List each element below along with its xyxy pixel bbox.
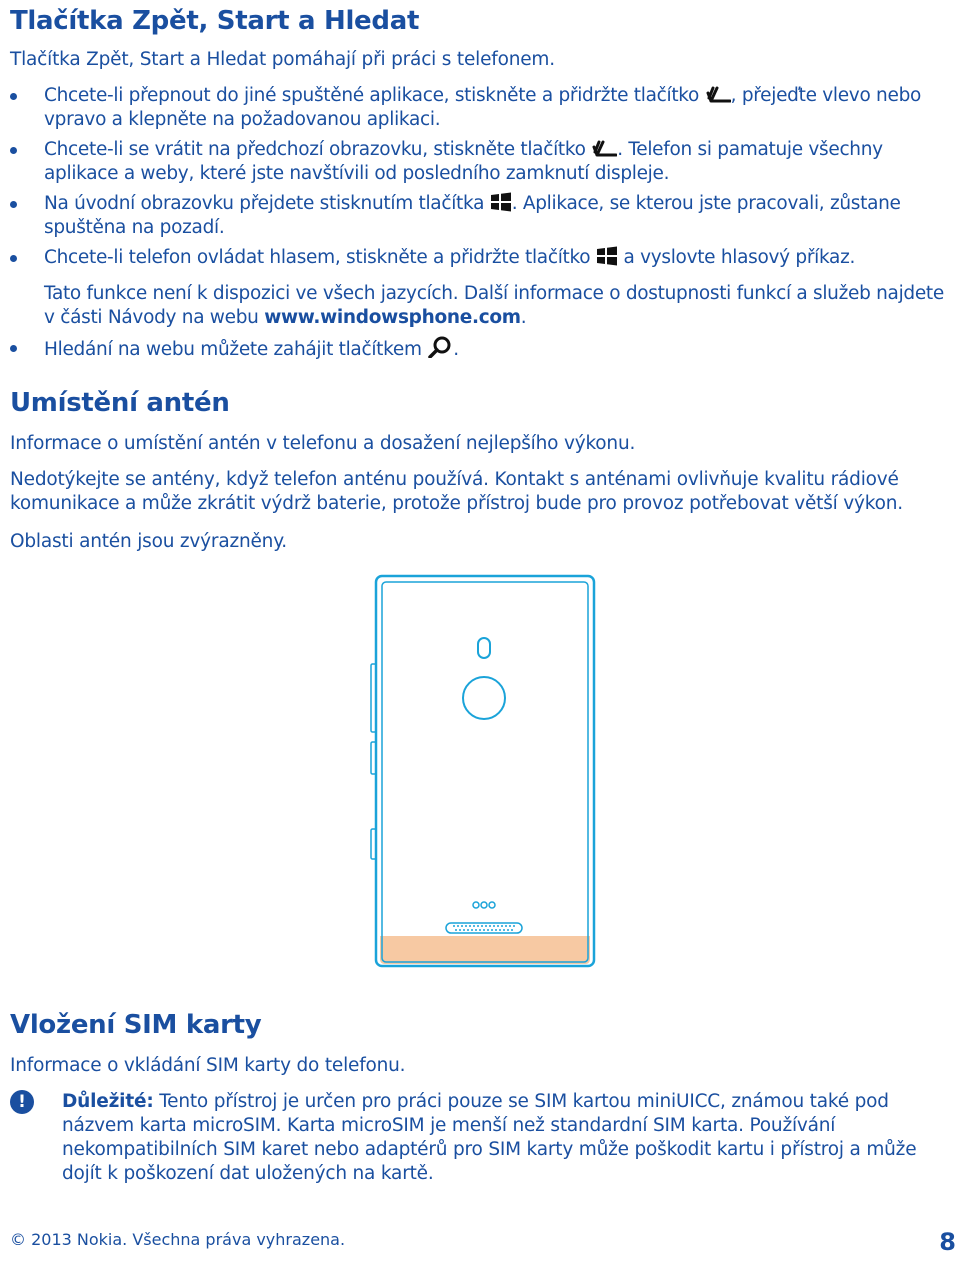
- power-button: [371, 742, 376, 774]
- bullet-dot: [10, 255, 17, 262]
- list-item-continuation: Tato funkce není k dispozici ve všech jazycích. Další informace o dostupnosti funkcí a služeb najdete v části Návody na webu www.windowsphone.com.: [44, 283, 944, 328]
- contact-dot: [473, 902, 479, 908]
- windows-start-icon: [490, 192, 512, 212]
- warning-icon: !: [10, 1090, 34, 1114]
- back-arrow-icon: [591, 138, 617, 158]
- antenna-highlight-note: Oblasti antén jsou zvýrazněny.: [10, 531, 287, 552]
- section-intro-antennas: Informace o umístění antén v telefonu a dosažení nejlepšího výkonu.: [10, 433, 636, 454]
- bullet-list-buttons: [10, 84, 956, 368]
- search-icon: [427, 336, 453, 358]
- windows-start-icon: [596, 246, 618, 266]
- section-title-buttons: Tlačítka Zpět, Start a Hledat: [10, 6, 420, 36]
- camera-flash: [478, 638, 490, 658]
- list-item: Hledání na webu můžete zahájit tlačítkem .: [10, 336, 956, 362]
- antenna-area-highlight: [380, 936, 590, 964]
- list-item: Chcete-li přepnout do jiné spuštěné aplikace, stiskněte a přidržte tlačítko , přejeďte vlevo nebo vpravo a klepněte na požadovanou aplikaci.: [10, 84, 956, 132]
- list-item: Chcete-li se vrátit na předchozí obrazovku, stiskněte tlačítko . Telefon si pamatuje všechny aplikace a weby, které jste navštívili od posledního zamknutí displeje.: [10, 138, 956, 186]
- contact-dot: [481, 902, 487, 908]
- section-intro-sim: Informace o vkládání SIM karty do telefonu.: [10, 1055, 406, 1076]
- bullet-dot: [10, 147, 17, 154]
- camera-lens: [463, 677, 505, 719]
- important-text: Tento přístroj je určen pro práci pouze se SIM kartou miniUICC, známou také pod názvem karta microSIM. Karta microSIM je menší než standardní SIM karta. Používání nekompatibilních SIM karet nebo adaptérů pro SIM karty může poškodit kartu i přístroj a může dojít k poškození dat uložených na kartě.: [62, 1091, 917, 1184]
- bullet-dot: [10, 93, 17, 100]
- important-label: Důležité:: [62, 1091, 154, 1112]
- section-title-sim: Vložení SIM karty: [10, 1010, 262, 1040]
- copyright: © 2013 Nokia. Všechna práva vyhrazena.: [10, 1230, 346, 1249]
- contact-dot: [489, 902, 495, 908]
- list-item: Na úvodní obrazovku přejdete stisknutím tlačítka . Aplikace, se kterou jste pracovali, zůstane spuštěna na pozadí.: [10, 192, 956, 240]
- antenna-warning-text: Nedotýkejte se antény, když telefon anténu používá. Kontakt s anténami ovlivňuje kvalitu rádiové komunikace a může zkrátit výdrž baterie, protože přístroj bude pro provoz potřebovat větší výkon.: [10, 469, 903, 514]
- windowsphone-link[interactable]: www.windowsphone.com: [264, 307, 521, 328]
- speaker-grille: [446, 923, 522, 933]
- bullet-dot: [10, 345, 17, 352]
- phone-back-illustration: [370, 574, 600, 970]
- page-number: 8: [939, 1228, 956, 1256]
- section-title-antennas: Umístění antén: [10, 388, 230, 418]
- section-intro-buttons: Tlačítka Zpět, Start a Hledat pomáhají při práci s telefonem.: [10, 49, 555, 70]
- camera-button: [371, 829, 376, 859]
- back-arrow-icon: [705, 84, 731, 104]
- list-item: Chcete-li telefon ovládat hlasem, stiskněte a přidržte tlačítko a vyslovte hlasový příkaz.: [10, 246, 956, 270]
- volume-button: [371, 664, 376, 732]
- bullet-dot: [10, 201, 17, 208]
- important-note: [62, 1090, 956, 1186]
